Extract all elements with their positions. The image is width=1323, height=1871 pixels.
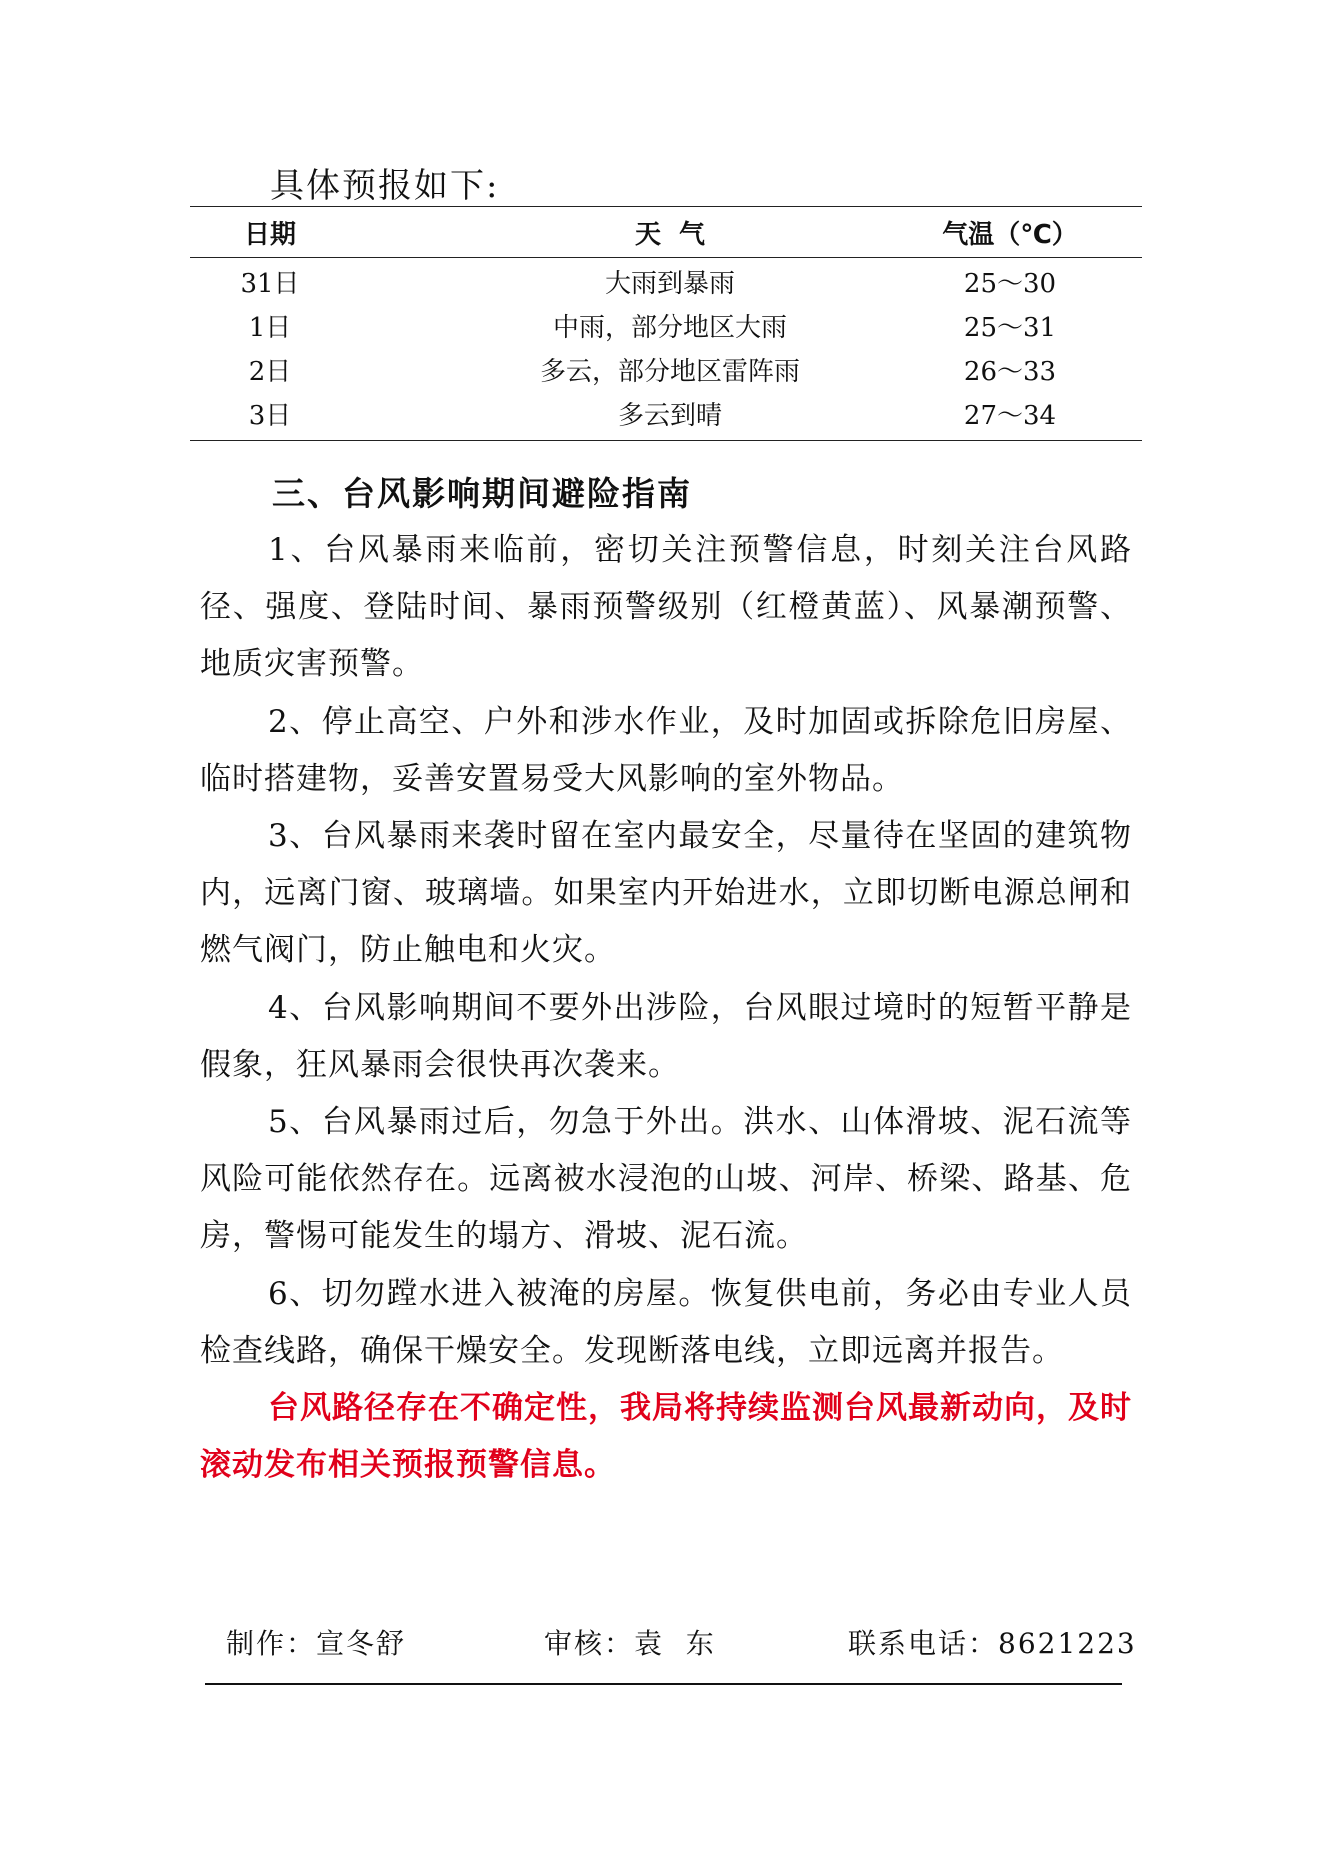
- section-heading: 三、台风影响期间避险指南: [272, 474, 692, 513]
- table-row: [190, 310, 1142, 346]
- guide-paragraph-3: 3、台风暴雨来袭时留在室内最安全，尽量待在坚固的建筑物内，远离门窗、玻璃墙。如果室内开始进水，立即切断电源总闸和燃气阀门，防止触电和火灾。: [200, 818, 1132, 968]
- row-temp: 25～31: [963, 313, 1057, 343]
- table-row: [190, 266, 1142, 302]
- table-header: [190, 217, 1142, 253]
- row-weather: 中雨，部分地区大雨: [552, 313, 787, 343]
- table-row: [190, 398, 1142, 434]
- row-date: 2日: [248, 357, 292, 387]
- row-date: 31日: [240, 269, 300, 299]
- guide-paragraph-4: 4、台风影响期间不要外出涉险，台风眼过境时的短暂平静是假象，狂风暴雨会很快再次袭来。: [200, 990, 1132, 1083]
- footer-contact: 联系电话：8621223: [848, 1627, 1137, 1660]
- table-top-rule: [190, 206, 1142, 207]
- row-weather: 多云，部分地区雷阵雨: [539, 357, 800, 387]
- row-date: 1日: [248, 313, 292, 343]
- guide-paragraph-1: 1、台风暴雨来临前，密切关注预警信息，时刻关注台风路径、强度、登陆时间、暴雨预警级别（红橙黄蓝）、风暴潮预警、地质灾害预警。: [200, 532, 1132, 682]
- row-weather: 多云到晴: [617, 401, 722, 431]
- row-date: 3日: [248, 401, 292, 431]
- row-temp: 25～30: [963, 269, 1057, 299]
- row-temp: 26～33: [963, 357, 1057, 387]
- guide-paragraph-2: 2、停止高空、户外和涉水作业，及时加固或拆除危旧房屋、临时搭建物，妥善安置易受大风影响的室外物品。: [200, 704, 1132, 797]
- intro-text: 具体预报如下:: [270, 166, 500, 206]
- table-header-rule: [190, 257, 1142, 258]
- guide-paragraph-5: 5、台风暴雨过后，勿急于外出。洪水、山体滑坡、泥石流等风险可能依然存在。远离被水浸泡的山坡、河岸、桥梁、路基、危房，警惕可能发生的塌方、滑坡、泥石流。: [200, 1104, 1132, 1254]
- header-temp: 气温（℃）: [942, 220, 1078, 250]
- notice-paragraph: 台风路径存在不确定性，我局将持续监测台风最新动向，及时滚动发布相关预报预警信息。: [200, 1390, 1132, 1483]
- footer-producer: 制作：宣冬舒: [226, 1627, 407, 1660]
- table-row: [190, 354, 1142, 390]
- table-bottom-rule: [190, 440, 1142, 441]
- header-date: 日期: [243, 220, 296, 250]
- row-weather: 大雨到暴雨: [604, 269, 735, 299]
- row-temp: 27～34: [963, 401, 1057, 431]
- footer-rule: [205, 1683, 1122, 1685]
- guide-paragraph-6: 6、切勿蹚水进入被淹的房屋。恢复供电前，务必由专业人员检查线路，确保干燥安全。发现断落电线，立即远离并报告。: [200, 1276, 1132, 1369]
- footer-reviewer: 审核：袁 东: [544, 1627, 716, 1660]
- header-weather: 天 气: [634, 220, 706, 250]
